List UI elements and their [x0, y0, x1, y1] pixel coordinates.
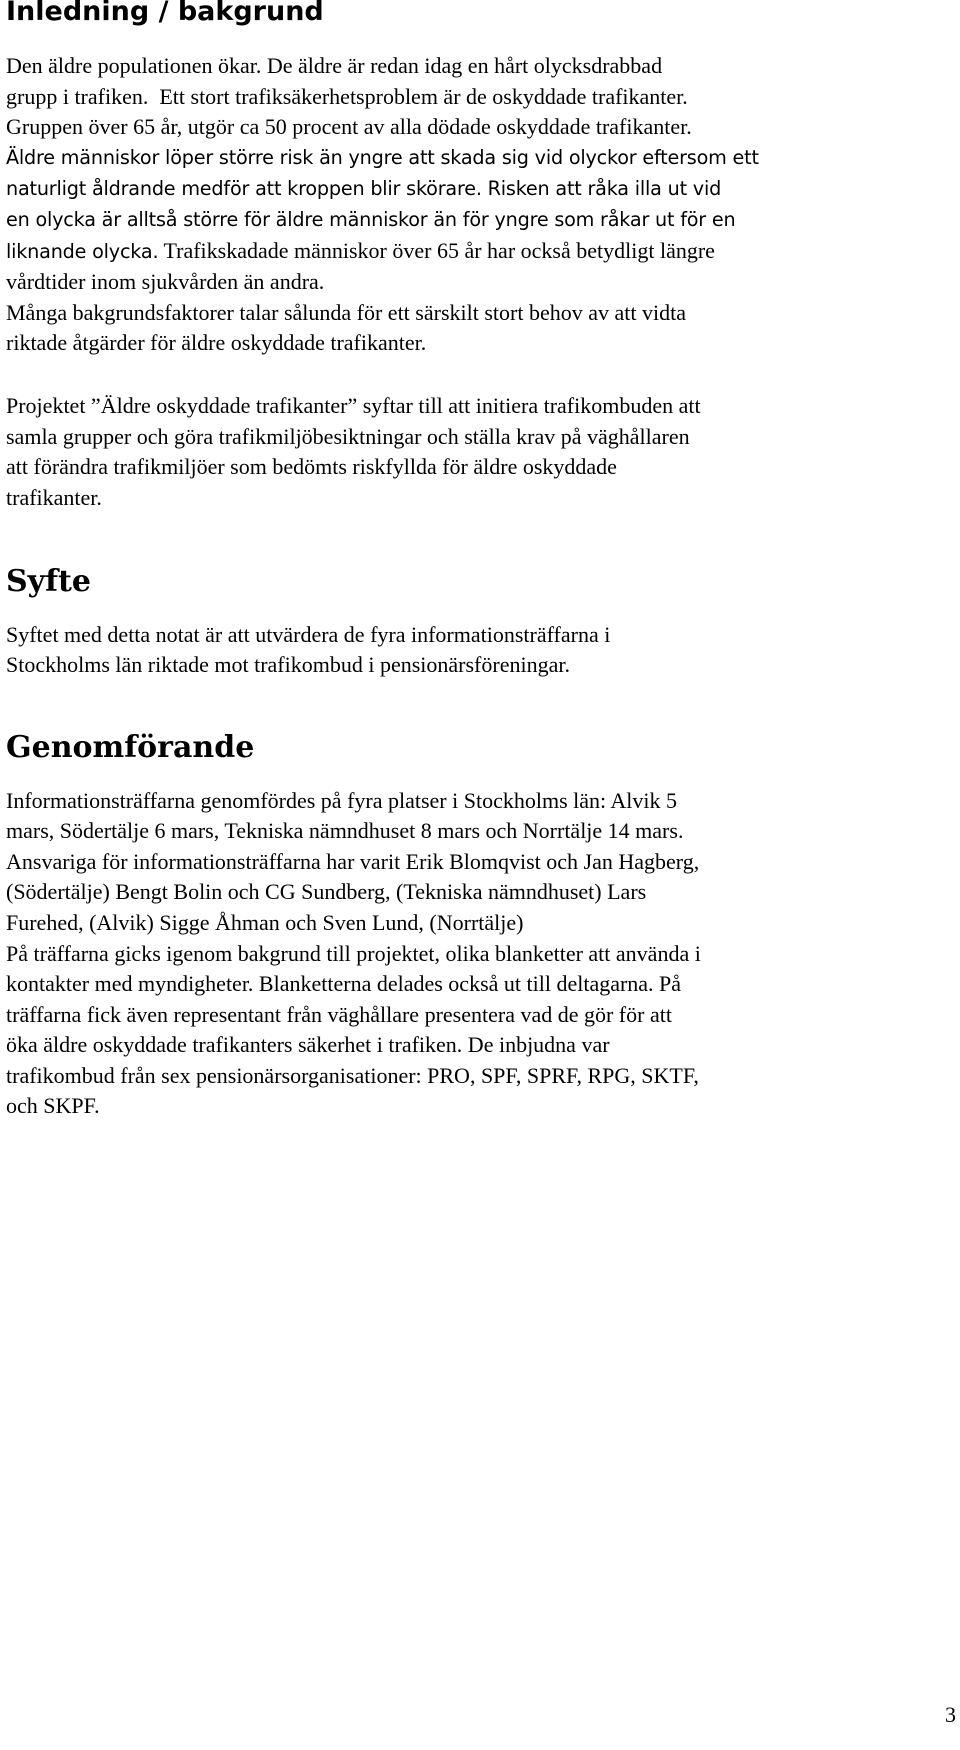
document-page [6, 0, 956, 1122]
text-line: vårdtider inom sjukvården än andra. [6, 269, 325, 295]
text-line-mixed [6, 236, 956, 268]
text-line: en olycka är alltså större för äldre människor än för yngre som råkar ut för en [6, 208, 736, 232]
text-line: Äldre människor löper större risk än yngre att skada sig vid olyckor eftersom ett [6, 145, 759, 169]
text-line: Projektet ”Äldre oskyddade trafikanter” syftar till att initiera trafikombuden att [6, 392, 701, 418]
text-line: Gruppen över 65 år, utgör ca 50 procent av alla dödade oskyddade trafikanter. [6, 114, 692, 140]
text-line: kontakter med myndigheter. Blanketterna delades också ut till deltagarna. På [6, 971, 682, 997]
heading-bakgrund: Inledning / bakgrund [6, 0, 324, 27]
text-line: Många bakgrundsfaktorer talar sålunda för ett särskilt stort behov av att vidta [6, 299, 686, 325]
text-line: mars, Södertälje 6 mars, Tekniska nämndhuset 8 mars och Norrtälje 14 mars. [6, 818, 684, 844]
text-line: grupp i trafiken. Ett stort trafiksäkerhetsproblem är de oskyddade trafikanter. [6, 83, 688, 109]
page-number: 3 [945, 1702, 956, 1727]
text-line: trafikanter. [6, 484, 102, 510]
text-run: Trafikskadade människor över 65 år har också betydligt längre [158, 237, 715, 263]
text-line: trafikombud från sex pensionärsorganisationer: PRO, SPF, SPRF, RPG, SKTF, [6, 1062, 699, 1088]
heading-genomforande: Genomförande [6, 730, 255, 766]
text-line: Informationsträffarna genomfördes på fyra platser i Stockholms län: Alvik 5 [6, 787, 678, 813]
text-line: Ansvariga för informationsträffarna har varit Erik Blomqvist och Jan Hagberg, [6, 848, 700, 874]
text-line: Syftet med detta notat är att utvärdera de fyra informationsträffarna i [6, 621, 611, 647]
text-line-mixed [6, 173, 956, 205]
text-run: naturligt åldrande medför att kroppen blir skörare. [6, 177, 482, 201]
text-line: På träffarna gicks igenom bakgrund till projektet, olika blanketter att använda i [6, 940, 701, 966]
text-line: (Södertälje) Bengt Bolin och CG Sundberg, (Tekniska nämndhuset) Lars [6, 879, 647, 905]
text-line: riktade åtgärder för äldre oskyddade trafikanter. [6, 330, 427, 356]
text-line: Den äldre populationen ökar. De äldre är redan idag en hårt olycksdrabbad [6, 53, 663, 79]
text-line: samla grupper och göra trafikmiljöbesiktningar och ställa krav på väghållaren [6, 423, 690, 449]
text-line: öka äldre oskyddade trafikanters säkerhet i trafiken. De inbjudna var [6, 1032, 610, 1058]
text-line: träffarna fick även representant från väghållare presentera vad de gör för att [6, 1001, 672, 1027]
paragraph-syfte [6, 620, 956, 681]
text-line: Stockholms län riktade mot trafikombud i pensionärsföreningar. [6, 652, 570, 678]
paragraph-genomforande [6, 786, 956, 1123]
paragraph-bakgrund [6, 51, 956, 359]
paragraph-projektet [6, 391, 956, 513]
text-line: och SKPF. [6, 1093, 100, 1119]
text-run: liknande olycka. [6, 239, 159, 263]
text-run: Risken att råka illa ut vid [481, 177, 722, 201]
text-line: Furehed, (Alvik) Sigge Åhman och Sven Lund, (Norrtälje) [6, 909, 524, 935]
heading-syfte: Syfte [6, 564, 91, 600]
text-line: att förändra trafikmiljöer som bedömts riskfyllda för äldre oskyddade [6, 454, 617, 480]
